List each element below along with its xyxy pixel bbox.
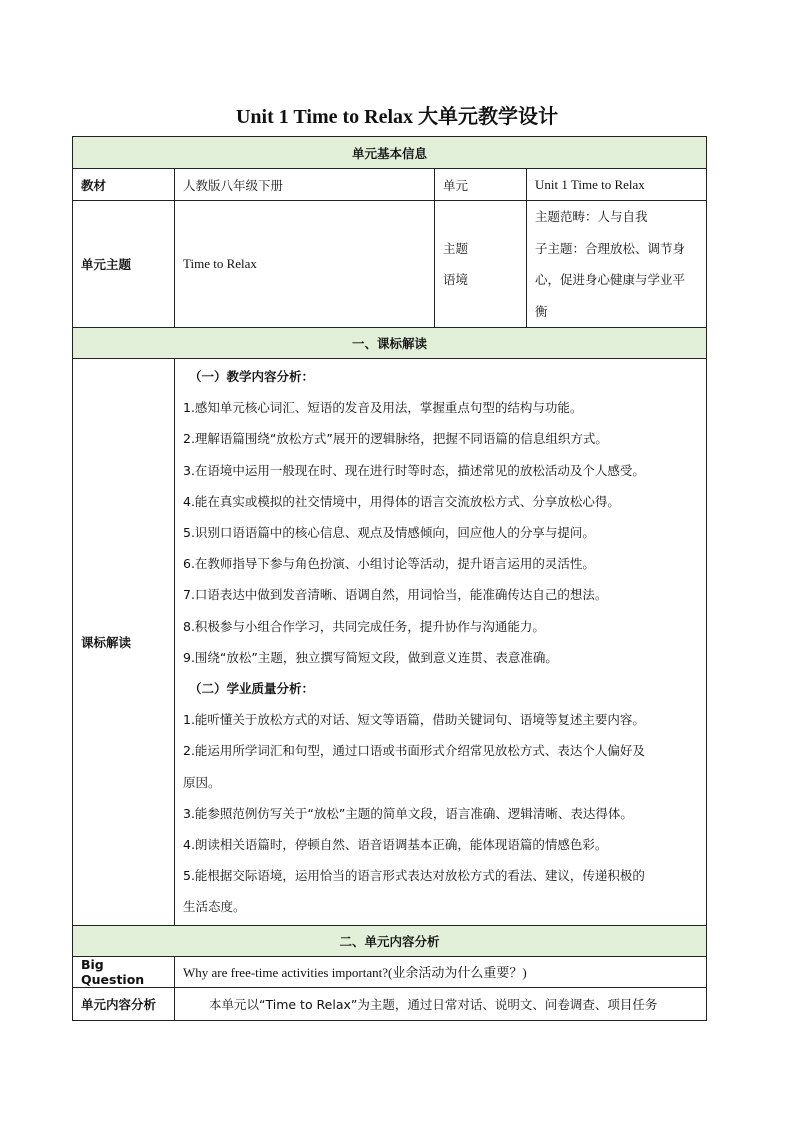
standards-item: 2.理解语篇围绕“放松方式”展开的逻辑脉络，把握不同语篇的信息组织方式。 bbox=[183, 431, 608, 447]
analysis-text: 本单元以“Time to Relax”为主题，通过日常对话、说明文、问卷调查、项目任务 bbox=[175, 987, 707, 1020]
theme-label: 单元主题 bbox=[73, 201, 175, 328]
quality-item: 1.能听懂关于放松方式的对话、短文等语篇，借助关键词句、语境等复述主要内容。 bbox=[183, 712, 645, 728]
context-line: 子主题：合理放松、调节身 bbox=[535, 240, 686, 256]
context-line: 主题范畴：人与自我 bbox=[535, 209, 648, 224]
section-subheading: （一）教学内容分析： bbox=[189, 369, 315, 384]
standards-item: 5.识别口语语篇中的核心信息、观点及情感倾向，回应他人的分享与提问。 bbox=[183, 525, 595, 541]
theme-value: Time to Relax bbox=[175, 201, 435, 328]
quality-item: 2.能运用所学词汇和句型，通过口语或书面形式介绍常见放松方式、表达个人偏好及 bbox=[183, 743, 645, 759]
quality-item: 生活态度。 bbox=[183, 899, 246, 915]
unit-design-table bbox=[72, 136, 707, 1021]
big-question-row bbox=[73, 956, 707, 987]
standards-content bbox=[175, 359, 707, 926]
standards-header: 一、课标解读 bbox=[73, 328, 707, 359]
document-title: Unit 1 Time to Relax 大单元教学设计 bbox=[235, 106, 559, 128]
context-line: 心，促进身心健康与学业平 bbox=[535, 272, 686, 287]
quality-item: 5.能根据交际语境，运用恰当的语言形式表达对放松方式的看法、建议，传递积极的 bbox=[183, 868, 645, 884]
theme-row bbox=[73, 201, 707, 328]
quality-item: 4.朗读相关语篇时，停顿自然、语音语调基本正确，能体现语篇的情感色彩。 bbox=[183, 837, 608, 853]
unit-value: Unit 1 Time to Relax bbox=[527, 169, 707, 201]
standards-header-row bbox=[73, 328, 707, 359]
content-header-row bbox=[73, 925, 707, 956]
context-line: 衡 bbox=[535, 303, 548, 319]
standards-item: 7.口语表达中做到发音清晰、语调自然，用词恰当，能准确传达自己的想法。 bbox=[183, 587, 608, 603]
standards-item: 3.在语境中运用一般现在时、现在进行时等时态，描述常见的放松活动及个人感受。 bbox=[183, 462, 645, 478]
standards-item: 9.围绕“放松”主题，独立撰写简短文段，做到意义连贯、表意准确。 bbox=[183, 649, 558, 665]
analysis-row bbox=[73, 987, 707, 1020]
unit-label: 单元 bbox=[435, 169, 527, 201]
standards-label: 课标解读 bbox=[73, 359, 175, 926]
standards-row bbox=[73, 359, 707, 926]
standards-item: 6.在教师指导下参与角色扮演、小组讨论等活动，提升语言运用的灵活性。 bbox=[183, 556, 595, 572]
basic-info-header-row bbox=[73, 137, 707, 169]
big-question-value: Why are free-time activities important?(业余活动为什么重要？) bbox=[175, 956, 707, 987]
standards-item: 1.感知单元核心词汇、短语的发音及用法，掌握重点句型的结构与功能。 bbox=[183, 400, 583, 416]
big-question-label: Big Question bbox=[73, 956, 175, 987]
textbook-value: 人教版八年级下册 bbox=[175, 169, 435, 201]
basic-info-header: 单元基本信息 bbox=[73, 137, 707, 169]
quality-item: 原因。 bbox=[183, 774, 221, 790]
context-label-line: 主题 bbox=[443, 240, 469, 256]
quality-item: 3.能参照范例仿写关于“放松”主题的简单文段，语言准确、逻辑清晰、表达得体。 bbox=[183, 805, 633, 821]
context-label-line: 语境 bbox=[443, 272, 469, 287]
textbook-label: 教材 bbox=[73, 169, 175, 201]
standards-item: 8.积极参与小组合作学习，共同完成任务，提升协作与沟通能力。 bbox=[183, 618, 545, 634]
context-value bbox=[527, 201, 707, 328]
standards-item: 4.能在真实或模拟的社交情境中，用得体的语言交流放松方式、分享放松心得。 bbox=[183, 493, 620, 509]
analysis-label: 单元内容分析 bbox=[73, 987, 175, 1020]
content-header: 二、单元内容分析 bbox=[73, 925, 707, 956]
section-subheading: （二）学业质量分析： bbox=[189, 681, 315, 697]
textbook-row bbox=[73, 169, 707, 201]
context-label bbox=[435, 201, 527, 328]
